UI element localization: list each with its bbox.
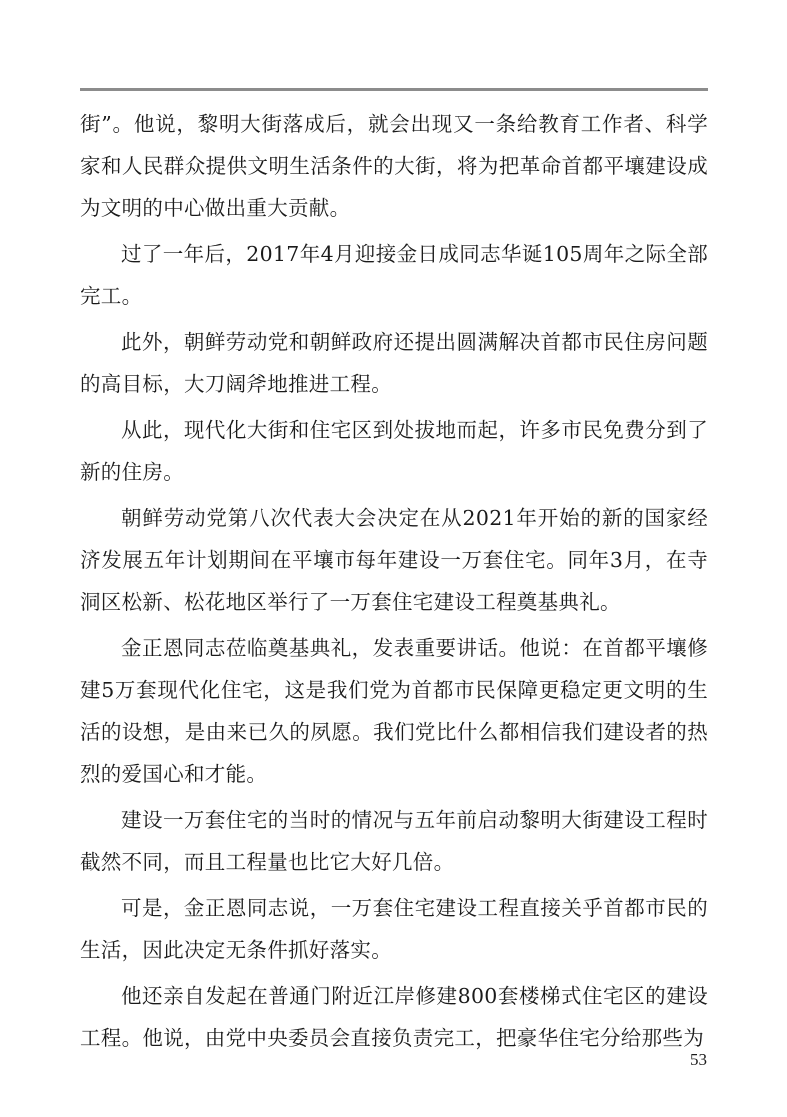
- paragraph: 此外，朝鲜劳动党和朝鲜政府还提出圆满解决首都市民住房问题的高目标，大刀阔斧地推进工程。: [80, 330, 708, 396]
- paragraph: 过了一年后，2017年4月迎接金日成同志华诞105周年之际全部完工。: [80, 242, 708, 308]
- page-number: 53: [690, 1050, 707, 1069]
- paragraph: 他还亲自发起在普通门附近江岸修建800套楼梯式住宅区的建设工程。他说，由党中央委员会直接负责完工，把豪华住宅分给那些为: [80, 984, 708, 1050]
- paragraph: 建设一万套住宅的当时的情况与五年前启动黎明大街建设工程时截然不同，而且工程量也比它大好几倍。: [80, 808, 708, 874]
- paragraph: 金正恩同志莅临奠基典礼，发表重要讲话。他说：在首都平壤修建5万套现代化住宅，这是我们党为首都市民保障更稳定更文明的生活的设想，是由来已久的夙愿。我们党比什么都相信我们建设者的热烈的爱国心和才能。: [80, 636, 708, 786]
- body-text: [80, 103, 708, 1063]
- paragraph: 可是，金正恩同志说，一万套住宅建设工程直接关乎首都市民的生活，因此决定无条件抓好落实。: [80, 896, 708, 962]
- paragraph: 从此，现代化大街和住宅区到处拔地而起，许多市民免费分到了新的住房。: [80, 418, 708, 484]
- header-rule: [80, 88, 708, 91]
- paragraph: 街”。他说，黎明大街落成后，就会出现又一条给教育工作者、科学家和人民群众提供文明生活条件的大街，将为把革命首都平壤建设成为文明的中心做出重大贡献。: [80, 112, 708, 220]
- paragraph: 朝鲜劳动党第八次代表大会决定在从2021年开始的新的国家经济发展五年计划期间在平壤市每年建设一万套住宅。同年3月，在寺洞区松新、松花地区举行了一万套住宅建设工程奠基典礼。: [80, 506, 708, 614]
